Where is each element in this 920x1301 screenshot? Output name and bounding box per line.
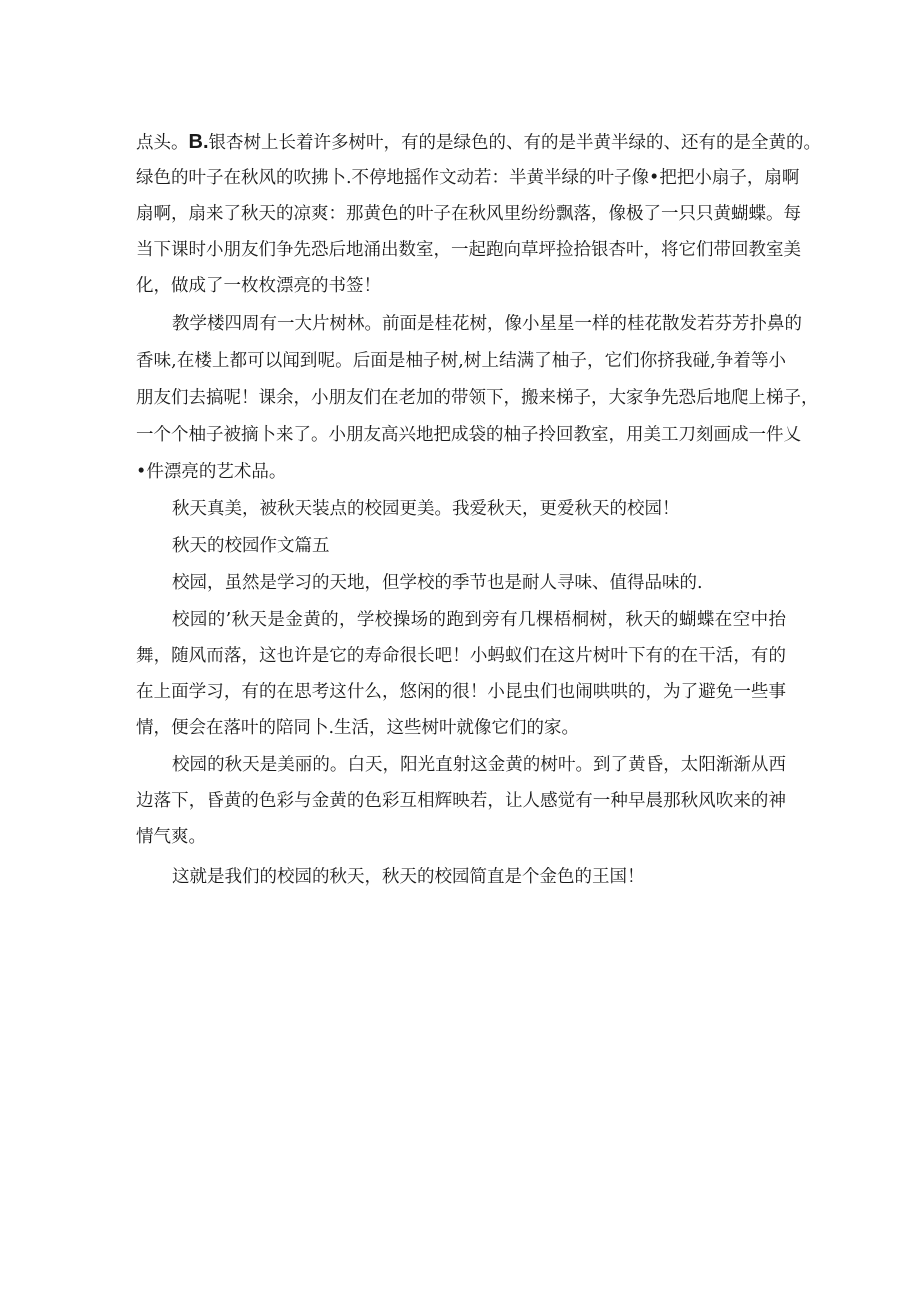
paragraph-2-line-3: 朋友们去搞呢！课余，小朋友们在老加的带领下，搬来梯子，大家争先恐后地爬上梯子， [136,388,819,408]
paragraph-1-line-3: 扇啊，扇来了秋天的凉爽：那黄色的叶子在秋风里纷纷飘落，像极了一只只黄蝴蝶。每 [136,204,801,224]
paragraph-6-line-2: 边落下，昏黄的色彩与金黄的色彩互相辉映若，让人感觉有一种早晨那秋风吹来的神 [136,791,786,811]
paragraph-2-line-5: •件漂亮的艺术品。 [136,462,287,482]
paragraph-4: 校园，虽然是学习的天地，但学校的季节也是耐人寻味、值得品味的. [172,573,703,593]
paragraph-1-line-1 [136,125,821,159]
paragraph-7: 这就是我们的校园的秋天，秋天的校园简直是个金色的王国！ [172,867,645,887]
paragraph-5-line-4: 情，便会在落叶的陪同卜.生活，这些树叶就像它们的家。 [136,718,580,738]
paragraph-5-line-1: 校园的’秋天是金黄的，学校操场的跑到旁有几棵梧桐树，秋天的蝴蝶在空中抬 [172,610,786,630]
paragraph-1-prefix: 点头。 [136,133,189,153]
paragraph-2-line-4: 一个个柚子被摘卜来了。小朋友高兴地把成袋的柚子拎回教室，用美工刀刻画成一件乂 [136,425,801,445]
paragraph-3: 秋天真美，被秋天装点的校园更美。我爱秋天，更爱秋天的校园！ [172,499,680,519]
paragraph-5-line-3: 在上面学习，有的在思考这什么，悠闲的很！小昆虫们也闹哄哄的，为了避免一些事 [136,682,786,702]
section-title: 秋天的校园作文篇五 [172,536,330,556]
paragraph-1-line-4: 当下课时小朋友们争先恐后地涌出数室，一起跑向草坪捡拾银杏叶，将它们带回教室美 [136,240,801,260]
list-marker-b: B. [188,131,209,153]
paragraph-1-line-5: 化，做成了一枚枚漂亮的书签！ [136,276,381,296]
paragraph-2-line-1: 教学楼四周有一大片树林。前面是桂花树，像小星星一样的桂花散发若芬芳扑鼻的 [172,314,802,334]
paragraph-2-line-2: 香味,在楼上都可以闻到呢。后面是柚子树,树上结满了柚子，它们你挤我碰,争着等小 [136,351,786,371]
paragraph-1-line-1-text: 银杏树上长着许多树叶，有的是绿色的、有的是半黄半绿的、还有的是全黄的。 [208,133,821,153]
paragraph-6-line-3: 情气爽。 [136,827,206,847]
paragraph-5-line-2: 舞，随风而落，这也许是它的寿命很长吧！小蚂蚁们在这片树叶下有的在干活，有的 [136,646,786,666]
paragraph-6-line-1: 校园的秋天是美丽的。白天，阳光直射这金黄的树叶。到了黄昏，太阳渐渐从西 [172,755,786,775]
paragraph-1-line-2: 绿色的叶子在秋风的吹拂卜.不停地摇作文动若：半黄半绿的叶子像•把把小扇子，扇啊 [136,168,800,188]
